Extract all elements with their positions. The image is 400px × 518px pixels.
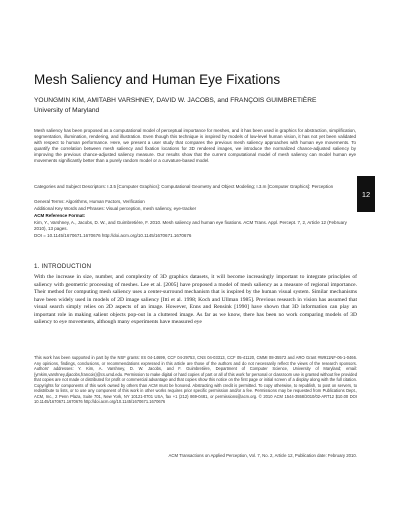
general-terms: General Terms: Algorithms, Human Factors, Verification: [34, 199, 145, 204]
footnote: This work has been supported in part by the NSF grants: IIS 04-14699, CCF 04-29753, CNS 04-03313, CCF 05-41120, CMMI 08-35572 and ARO Grant #W911NF-06-1-0466. Any opinions, findings, conclusions, or recommendations expressed in this article are those of the authors and do not necessarily reflect the views of the research sponsors. Authors' addresses: Y. Kim, A. Varshney, D. W. Jacobs, and F. Guimbretière, Department of Computer Science, University of Maryland; email: {ymkim,varshney,djacobs,francois}@cs.umd.edu. Permission to make digital or hard copies of part or all of this work for personal or classroom use is granted without fee provided that copies are not made or distributed for profit or commercial advantage and that copies show this notice on the first page or initial screen of a display along with the full citation. Copyrights for components of this work owned by others than ACM must be honored. Abstracting with credit is permitted. To copy otherwise, to republish, to post on servers, to redistribute to lists, or to use any component of this work in other works requires prior specific permission and/or a fee. Permissions may be requested from Publications Dept., ACM, Inc., 2 Penn Plaza, Suite 701, New York, NY 10121-0701 USA, fax +1 (212) 869-0481, or permissions@acm.org. © 2010 ACM 1544-3558/2010/02-ART12 $10.00 DOI 10.1145/1670671.1670676 http://doi.acm.org/10.1145/1670671.1670676: [34, 355, 357, 404]
introduction-paragraph: With the increase in size, number, and complexity of 3D graphics datasets, it will become increasingly important to integrate principles of saliency with geometric processing of meshes. Lee et al. [2005] have proposed a model of mesh saliency as a measure of regional importance. Their method for computing mesh saliency uses a center-surround mechanism that is inspired by the human visual system. Similar mechanisms have been widely used in models of 2D image saliency [Itti et al. 1998; Koch and Ullman 1985]. Previous research in vision has assumed that visual search simply relies on 2D aspects of an image. However, Enns and Rensink [1990] have shown that 3D information can play an important role in making salient objects pop-out in a cluttered image. As far as we know, there has been no work comparing models of 3D saliency to eye movements, although many experiments have measured eye: [34, 274, 357, 326]
categories-descriptors: Categories and Subject Descriptors: I.3.5 [Computer Graphics]: Computational Geometry and Object Modeling; I.3.m [Computer Graphics]: Perception: [34, 184, 334, 189]
doi-line: DOI = 10.1145/1670671.1670676 http://doi.acm.org/10.1145/1670671.1670676: [34, 233, 192, 238]
acm-reference-heading: [34, 213, 356, 219]
author-list: YOUNGMIN KIM, AMITABH VARSHNEY, DAVID W. JACOBS, and FRANÇOIS GUIMBRETIÈRE: [34, 97, 317, 104]
section-heading: 1. INTRODUCTION: [34, 263, 92, 270]
acm-reference-text: Kim, Y., Varshney, A., Jacobs, D. W., and Guimbretière, F. 2010. Mesh saliency and human eye fixations. ACM Trans. Appl. Percept. 7, 2, Article 12 (February 2010), 13 pages.: [34, 220, 347, 232]
article-number-tab: 12: [357, 176, 375, 212]
keywords: Additional Key Words and Phrases: Visual perception, mesh saliency, eye-tracker: [34, 206, 197, 211]
journal-footer: ACM Transactions on Applied Perception, Vol. 7, No. 2, Article 12, Publication date: February 2010.: [168, 453, 357, 458]
affiliation: University of Maryland: [34, 107, 100, 114]
paper-title: Mesh Saliency and Human Eye Fixations: [34, 72, 281, 87]
abstract: Mesh saliency has been proposed as a computational model of perceptual importance for meshes, and it has been used in graphics for abstraction, simplification, segmentation, illumination, rendering, and illustration. Even though this technique is inspired by models of low-level human vision, it has not yet been validated with respect to human performance. Here, we present a user study that compares the previous mesh saliency approaches with human eye movements. To quantify the correlation between mesh saliency and fixation locations for 3D rendered images, we introduce the normalized chance-adjusted saliency by improving the previous chance-adjusted saliency measure. Our results show that the current computational model of mesh saliency can model human eye movements significantly better than a purely random model or a curvature-based model.: [34, 128, 356, 164]
acm-reference-label: ACM Reference Format:: [34, 213, 86, 218]
